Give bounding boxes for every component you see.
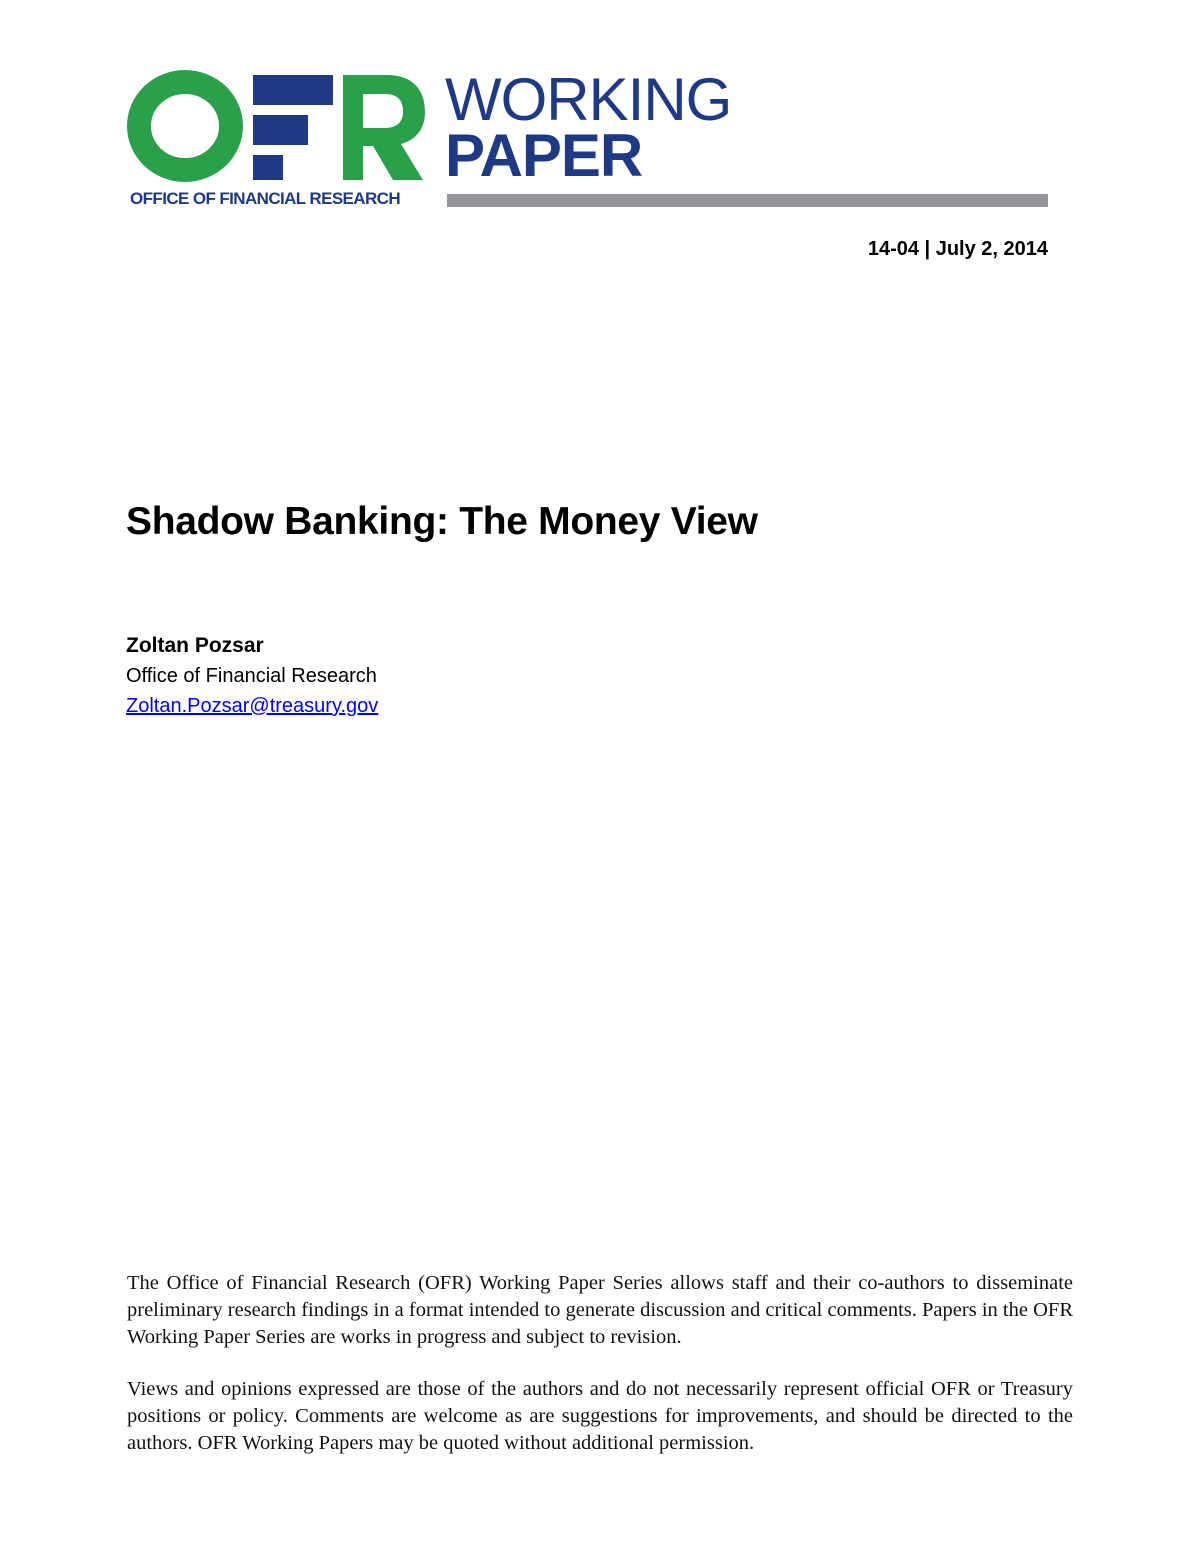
- series-label-paper: PAPER: [445, 122, 643, 189]
- disclaimer-paragraph: Views and opinions expressed are those of the authors and do not necessarily represent official OFR or Treasury positions or policy. Comments are welcome as are suggestions for improvements, and should be directed to the authors. OFR Working Papers may be quoted without additional permission.: [127, 1378, 1073, 1454]
- author-email-link[interactable]: Zoltan.Pozsar@treasury.gov: [126, 695, 379, 717]
- logo-subtitle: OFFICE OF FINANCIAL RESEARCH: [130, 189, 401, 208]
- header-rule: [447, 194, 1048, 207]
- series-label-working: WORKING: [445, 66, 732, 133]
- author-affiliation: Office of Financial Research: [126, 665, 377, 687]
- issue-number-date: 14-04 | July 2, 2014: [867, 238, 1048, 260]
- author-name: Zoltan Pozsar: [126, 634, 264, 657]
- disclaimer-paragraph: The Office of Financial Research (OFR) Working Paper Series allows staff and their co-authors to disseminate preliminary research findings in a format intended to generate discussion and critical comments. Papers in the OFR Working Paper Series are works in progress and subject to revision.: [127, 1272, 1073, 1348]
- paper-title: Shadow Banking: The Money View: [126, 500, 758, 543]
- ofr-logo: [125, 70, 430, 185]
